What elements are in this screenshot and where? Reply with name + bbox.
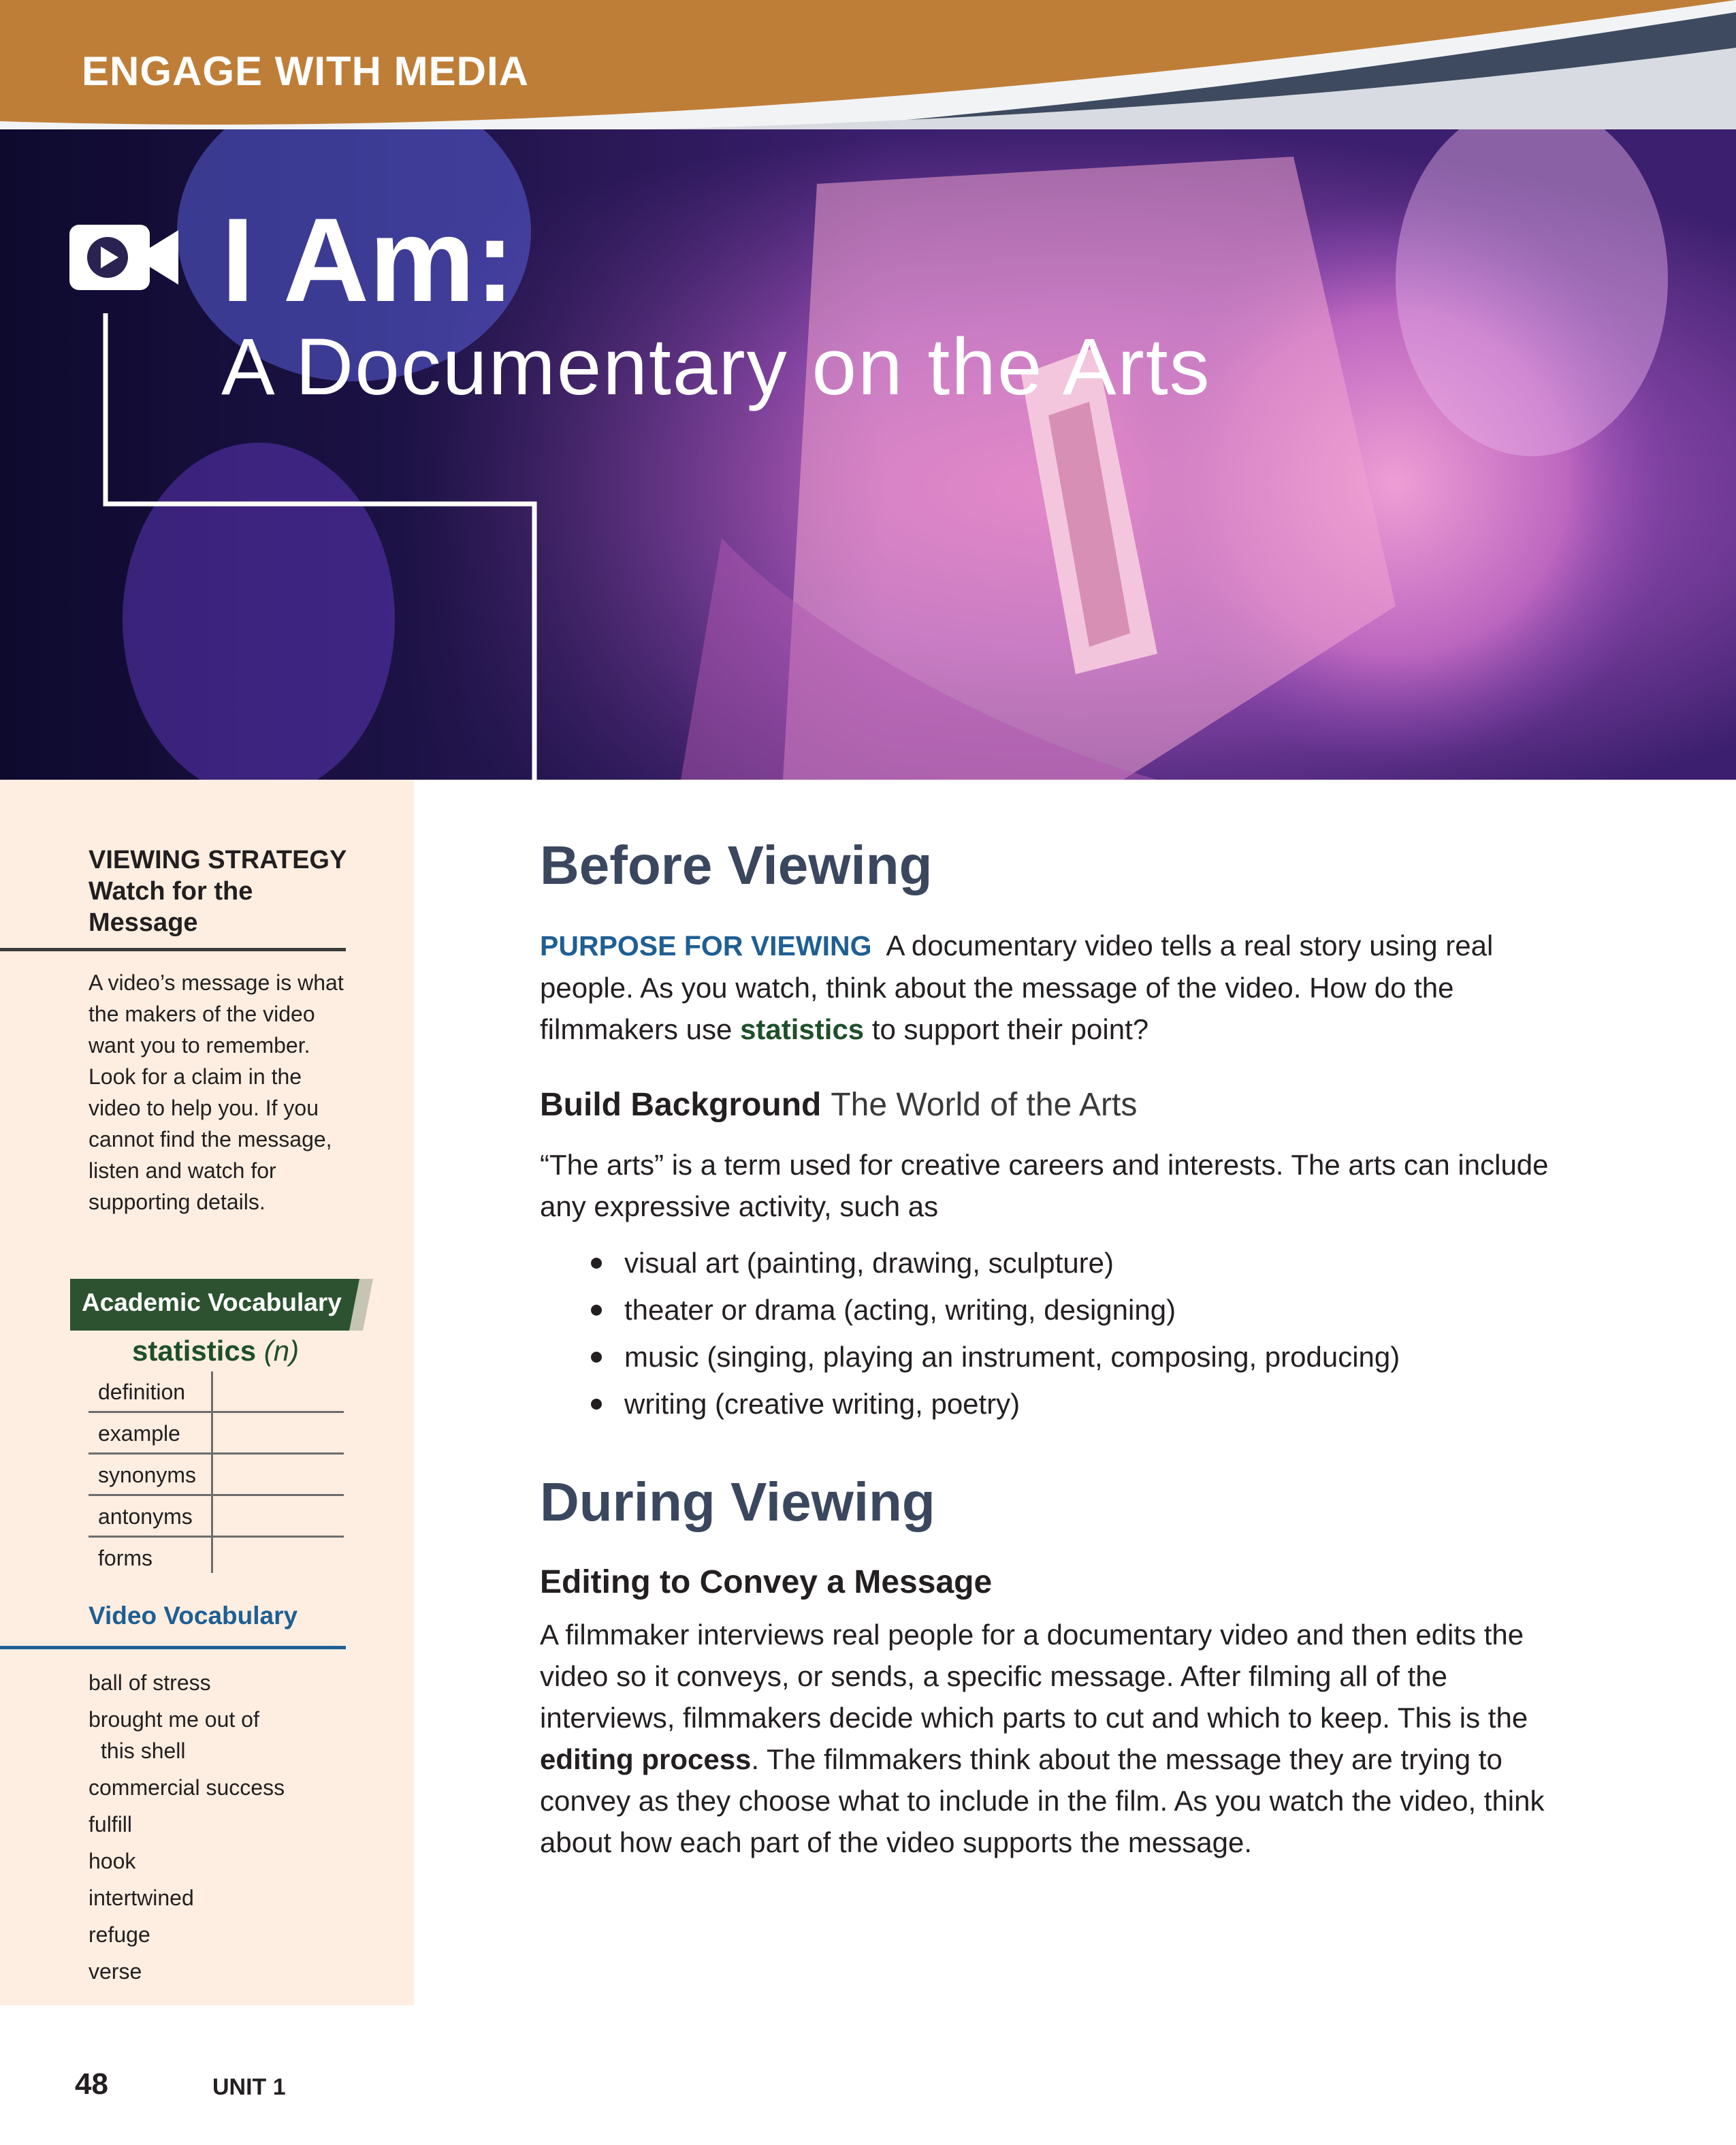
before-viewing-heading: Before Viewing xyxy=(540,835,933,895)
academic-vocabulary-label: Academic Vocabulary xyxy=(82,1288,342,1316)
vocabulary-row-label: forms xyxy=(98,1546,152,1570)
purpose-term: statistics xyxy=(740,1013,865,1045)
vocabulary-row xyxy=(89,1455,344,1496)
editing-paragraph xyxy=(540,1614,1561,1863)
video-vocabulary-line: brought me out of xyxy=(89,1707,259,1732)
vocabulary-table-divider xyxy=(211,1371,213,1573)
video-vocabulary-item: refuge xyxy=(89,1922,150,1947)
video-vocabulary-item: ball of stress xyxy=(89,1670,211,1695)
purpose-text: A documentary video tells a real story using real people. As you watch, think about the message of the video. How do the filmmakers use xyxy=(540,930,1494,1045)
section-label: ENGAGE WITH MEDIA xyxy=(82,48,529,94)
viewing-strategy-text: A video’s message is what the makers of the video want you to remember. Look for a claim in the video to help you. If you cannot find the message, listen and watch for supporting details. xyxy=(89,970,344,1214)
list-item: visual art (painting, drawing, sculpture) xyxy=(585,1239,1400,1286)
vocabulary-row xyxy=(89,1413,344,1455)
viewing-strategy-title xyxy=(89,844,361,938)
background-paragraph: “The arts” is a term used for creative careers and interests. The arts can include any expressive activity, such as xyxy=(540,1149,1549,1222)
strategy-title-line: VIEWING STRATEGY xyxy=(89,846,347,874)
strategy-title-line: Message xyxy=(89,908,198,937)
video-vocabulary-item: commercial success xyxy=(89,1775,285,1800)
during-viewing-heading: During Viewing xyxy=(540,1472,935,1532)
editing-heading: Editing to Convey a Message xyxy=(540,1564,993,1600)
vocabulary-row-label: synonyms xyxy=(98,1463,197,1487)
page-subtitle: A Documentary on the Arts xyxy=(221,322,1211,412)
vocabulary-row-label: example xyxy=(98,1421,180,1446)
editing-term: editing process xyxy=(540,1743,752,1775)
build-background-subtitle: The World of the Arts xyxy=(831,1087,1138,1123)
vocabulary-row-label: antonyms xyxy=(98,1504,193,1529)
divider xyxy=(0,948,346,951)
vocabulary-term: statistics xyxy=(132,1335,257,1367)
vocabulary-row xyxy=(89,1371,344,1413)
list-item: theater or drama (acting, writing, designing) xyxy=(585,1286,1400,1333)
page-title: I Am: xyxy=(221,194,515,327)
strategy-title-line: Watch for the xyxy=(89,877,253,906)
editing-text-end: . The filmmakers think about the message they are trying to convey as they choose what to include in the film. As you watch the video, think about how each part of the video supports the message. xyxy=(540,1743,1545,1858)
video-vocabulary-heading: Video Vocabulary xyxy=(89,1602,298,1630)
vocabulary-row-label: definition xyxy=(98,1380,186,1404)
editing-text: A filmmaker interviews real people for a documentary video and then edits the video so it conveys, or sends, a specific message. After filming all of the interviews, filmmakers decide which parts to cut and which to keep. This is the xyxy=(540,1619,1528,1734)
video-vocabulary-line: this shell xyxy=(101,1738,186,1763)
video-vocabulary-item: fulfill xyxy=(89,1812,133,1837)
unit-label: UNIT 1 xyxy=(212,2074,286,2100)
video-vocabulary-item: hook xyxy=(89,1849,136,1873)
video-camera-icon xyxy=(68,223,180,291)
video-vocabulary-item: verse xyxy=(89,1959,142,1984)
video-vocabulary-list xyxy=(89,1667,374,1992)
vocabulary-word xyxy=(132,1335,299,1367)
list-item: music (singing, playing an instrument, composing, producing) xyxy=(585,1333,1400,1380)
vocabulary-table xyxy=(89,1371,344,1577)
vocabulary-row xyxy=(89,1496,344,1538)
list-item: writing (creative writing, poetry) xyxy=(585,1380,1400,1427)
vocabulary-row xyxy=(89,1538,344,1577)
part-of-speech: (n) xyxy=(263,1335,300,1367)
video-vocabulary-item: intertwined xyxy=(89,1886,194,1910)
divider xyxy=(0,1646,346,1649)
purpose-paragraph xyxy=(540,925,1561,1050)
build-background-heading xyxy=(540,1086,1137,1124)
purpose-text-end: to support their point? xyxy=(871,1013,1149,1045)
video-vocabulary-item xyxy=(89,1704,374,1766)
purpose-label: PURPOSE FOR VIEWING xyxy=(540,930,872,962)
page-number: 48 xyxy=(75,2067,108,2101)
arts-list xyxy=(585,1239,1400,1427)
build-background-label: Build Background xyxy=(540,1087,822,1123)
